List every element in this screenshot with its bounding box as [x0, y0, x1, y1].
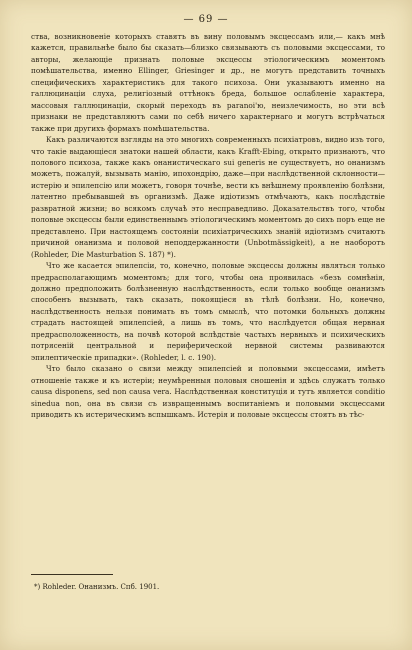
paragraph-2: Какъ различаются взгляды на это многихъ современныхъ психіатровъ, видно изъ того, что такіе выдающіеся знатоки нашей области, какъ Krafft-Ebing, открыто признаютъ, что полового психоза, также какъ онанистическаго sui generis не существуетъ, но онанизмъ можетъ, пожалуй, вызывать манію, ипохондрію, даже—при наслѣдственной склонности—истерію и эпилепсію или можетъ, говоря точнѣе, вести къ внѣшнему проявленію болѣзни, латентно пребывавшей въ организмѣ. Даже идіотизмъ отмѣчаютъ, какъ послѣдствіе развратной жизни; во всякомъ случаѣ это несправедливо. Доказательствъ того, чтобы половые эксцессы были единственнымъ этіологическимъ моментомъ до сихъ поръ еще не представлено. При настоящемъ состояніи психіатрическихъ знаній идіотизмъ считаютъ причиной онанизма и половой неподдержанности (Unbotmässigkeit), а не наоборотъ (Rohleder, Die Masturbation S. 187) *). — [31, 135, 385, 259]
footnote-divider — [31, 574, 113, 575]
paragraph-4: Что было сказано о связи между эпилепсіей и половыми эксцессами, имѣетъ отношеніе также и къ истеріи; неумѣренныя половыя сношенія и здѣсь служатъ только causa disponens, sed non causa vera. Наслѣдственная конституція и тутъ является conditio sinedua non, она въ связи съ извращеннымъ воспитаніемъ и половыми эксцессами приводитъ къ истерическимъ вспышкамъ. Истерія и половые эксцессы стоятъ въ тѣс- — [31, 364, 385, 419]
paragraph-1: ства, возникновеніе которыхъ ставятъ въ вину половымъ эксцессамъ или,— какъ мнѣ кажется, правильнѣе было бы сказать—близко связываютъ съ половыми эксцессами, то авторы, желающіе признать половые эксцессы этіологическимъ моментомъ помѣшательства, именно Ellinger, Griesinger и др., не могутъ представить точныхъ специфическихъ характеристикъ для такого психоза. Они указываютъ именно на галлюцинаціи слуха, религіозный оттѣнокъ бреда, большое ослабленіе характера, массовыя галлюцинаціи, скорый переходъ въ paranoi'ю, неизлечимость, но эти всѣ признаки не представляютъ сами по себѣ ничего характернаго и могутъ встрѣчаться также при другихъ формахъ помѣшательства. — [31, 32, 385, 133]
page-number: — 69 — — [183, 14, 229, 25]
body-text — [31, 31, 385, 420]
paragraph-3: Что же касается эпилепсіи, то, конечно, половые эксцессы должны являться только предрасполагающимъ моментомъ; для того, чтобы она проявилась «безъ сомнѣнія, должно предположить болѣзненную наслѣдственность, если только вообще онанизмъ способенъ вызывать, такъ сказать, покоящіеся въ тѣлѣ болѣзни. Но, конечно, наслѣдственность нельзя понимать въ томъ смыслѣ, что потомки больныхъ должны страдать настоящей эпилепсіей, а лишь въ томъ, что наслѣдуется общая нервная предрасположенность, на почвѣ которой вслѣдствіе частыхъ нервныхъ и психическихъ потрясеній центральной и периферической нервной системы развиваются эпилептическіе припадки». (Rohleder, l. c. 190). — [31, 261, 385, 362]
footnote: *) Rohleder. Онанизмъ. Спб. 1901. — [34, 583, 160, 591]
